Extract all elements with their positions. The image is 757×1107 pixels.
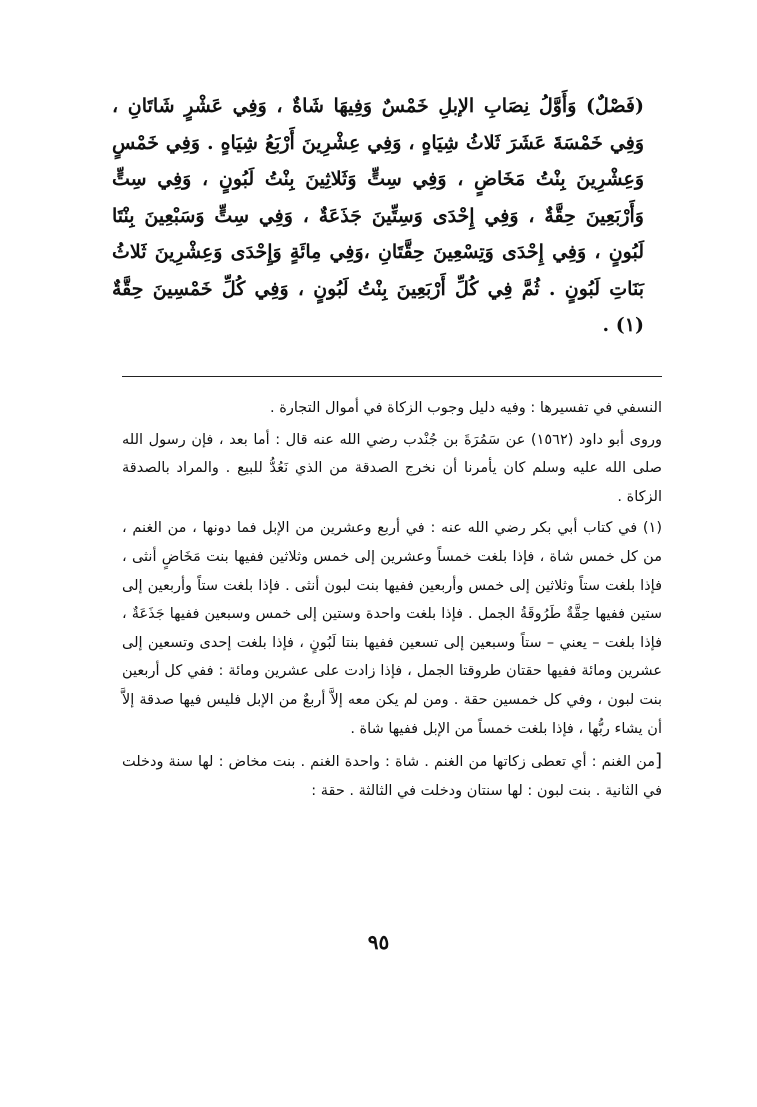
footnote-hadith: وروى أبو داود (١٥٦٢) عن سَمُرَةَ بن جُنْدب رضي الله عنه قال : أما بعد ، فإن رسول الله صلى الله عليه وسلم كان يأمرنا أن نخرج الصدقة من الذي نَعُدُّ للبيع . والمراد بالصدقة الزكاة . [122, 431, 663, 505]
footnote-divider [122, 376, 662, 377]
gloss-bracket: [ [654, 750, 662, 772]
footnote-gloss [122, 747, 662, 805]
footnote-continuation: النسفي في تفسيرها : وفيه دليل وجوب الزكاة في أموال التجارة . [270, 400, 662, 416]
main-text: (فَصْلٌ) وَأَوَّلُ نِصَابِ الإبلِ خَمْسٌ وَفِيهَا شَاةٌ ، وَفِي عَشْرٍ شَاتَانِ ، وَفِي خَمْسَةَ عَشَرَ ثَلاثُ شِيَاهٍ ، وَفِي عِشْرِينَ أَرْبَعُ شِيَاهٍ . وَفِي خَمْسٍ وَعِشْرِينَ بِنْتُ مَخَاضٍ ، وَفِي سِتٍّ وَثَلاثِينَ بِنْتُ لَبُونٍ ، وَفِي سِتٍّ وَأَرْبَعِينَ حِقَّةٌ ، وَفِي إِحْدَى وَسِتِّينَ جَذَعَةٌ ، وَفِي سِتٍّ وَسَبْعِينَ بِنْتَا لَبُونٍ ، وَفِي إِحْدَى وَتِسْعِينَ حِقَّتَانِ ،وَفِي مِائَةٍ وَإِحْدَى وَعِشْرِينَ ثَلاثُ بَنَاتِ لَبُونٍ . ثُمَّ فِي كُلِّ أَرْبَعِينَ بِنْتُ لَبُونٍ ، وَفِي كُلِّ خَمْسِينَ حِقَّةٌ (١) . [112, 95, 644, 336]
gloss-text: من الغنم : أي تعطى زكاتها من الغنم . شاة : واحدة الغنم . بنت مخاض : لها سنة ودخلت في الثانية . بنت لبون : لها سنتان ودخلت في الثالثة . حقة : [122, 754, 662, 799]
footnote-1: (١) في كتاب أبي بكر رضي الله عنه : في أربع وعشرين من الإبل فما دونها ، من الغنم ، من كل خمس شاة ، فإذا بلغت خمساً وعشرين إلى خمس وثلاثين ففيها بنت مَخَاضٍ أنثى ، فإذا بلغت ستاً وثلاثين إلى خمس وأربعين ففيها بنت لبون أنثى . فإذا بلغت ستاً وأربعين إلى ستين ففيها حِقَّةٌ طَرُوقَةُ الجمل . فإذا بلغت واحدة وستين إلى خمس وسبعين ففيها جَذَعَةٌ ، فإذا بلغت – يعني – ستاً وسبعين إلى تسعين ففيها بنتا لَبُونٍ ، فإذا بلغت إحدى وتسعين إلى عشرين ومائة ففيها حقتان طروقتا الجمل ، فإذا زادت على عشرين ومائة : ففي كل أربعين بنت لبون ، وفي كل خمسين حقة . ومن لم يكن معه إلاَّ أربعٌ من الإبل فليس فيها صدقة إلاَّ أن يشاء ربُّها ، فإذا بلغت خمساً من الإبل ففيها شاة . [122, 520, 662, 737]
page-number: ٩٥ [367, 930, 390, 954]
footnotes [122, 394, 662, 805]
